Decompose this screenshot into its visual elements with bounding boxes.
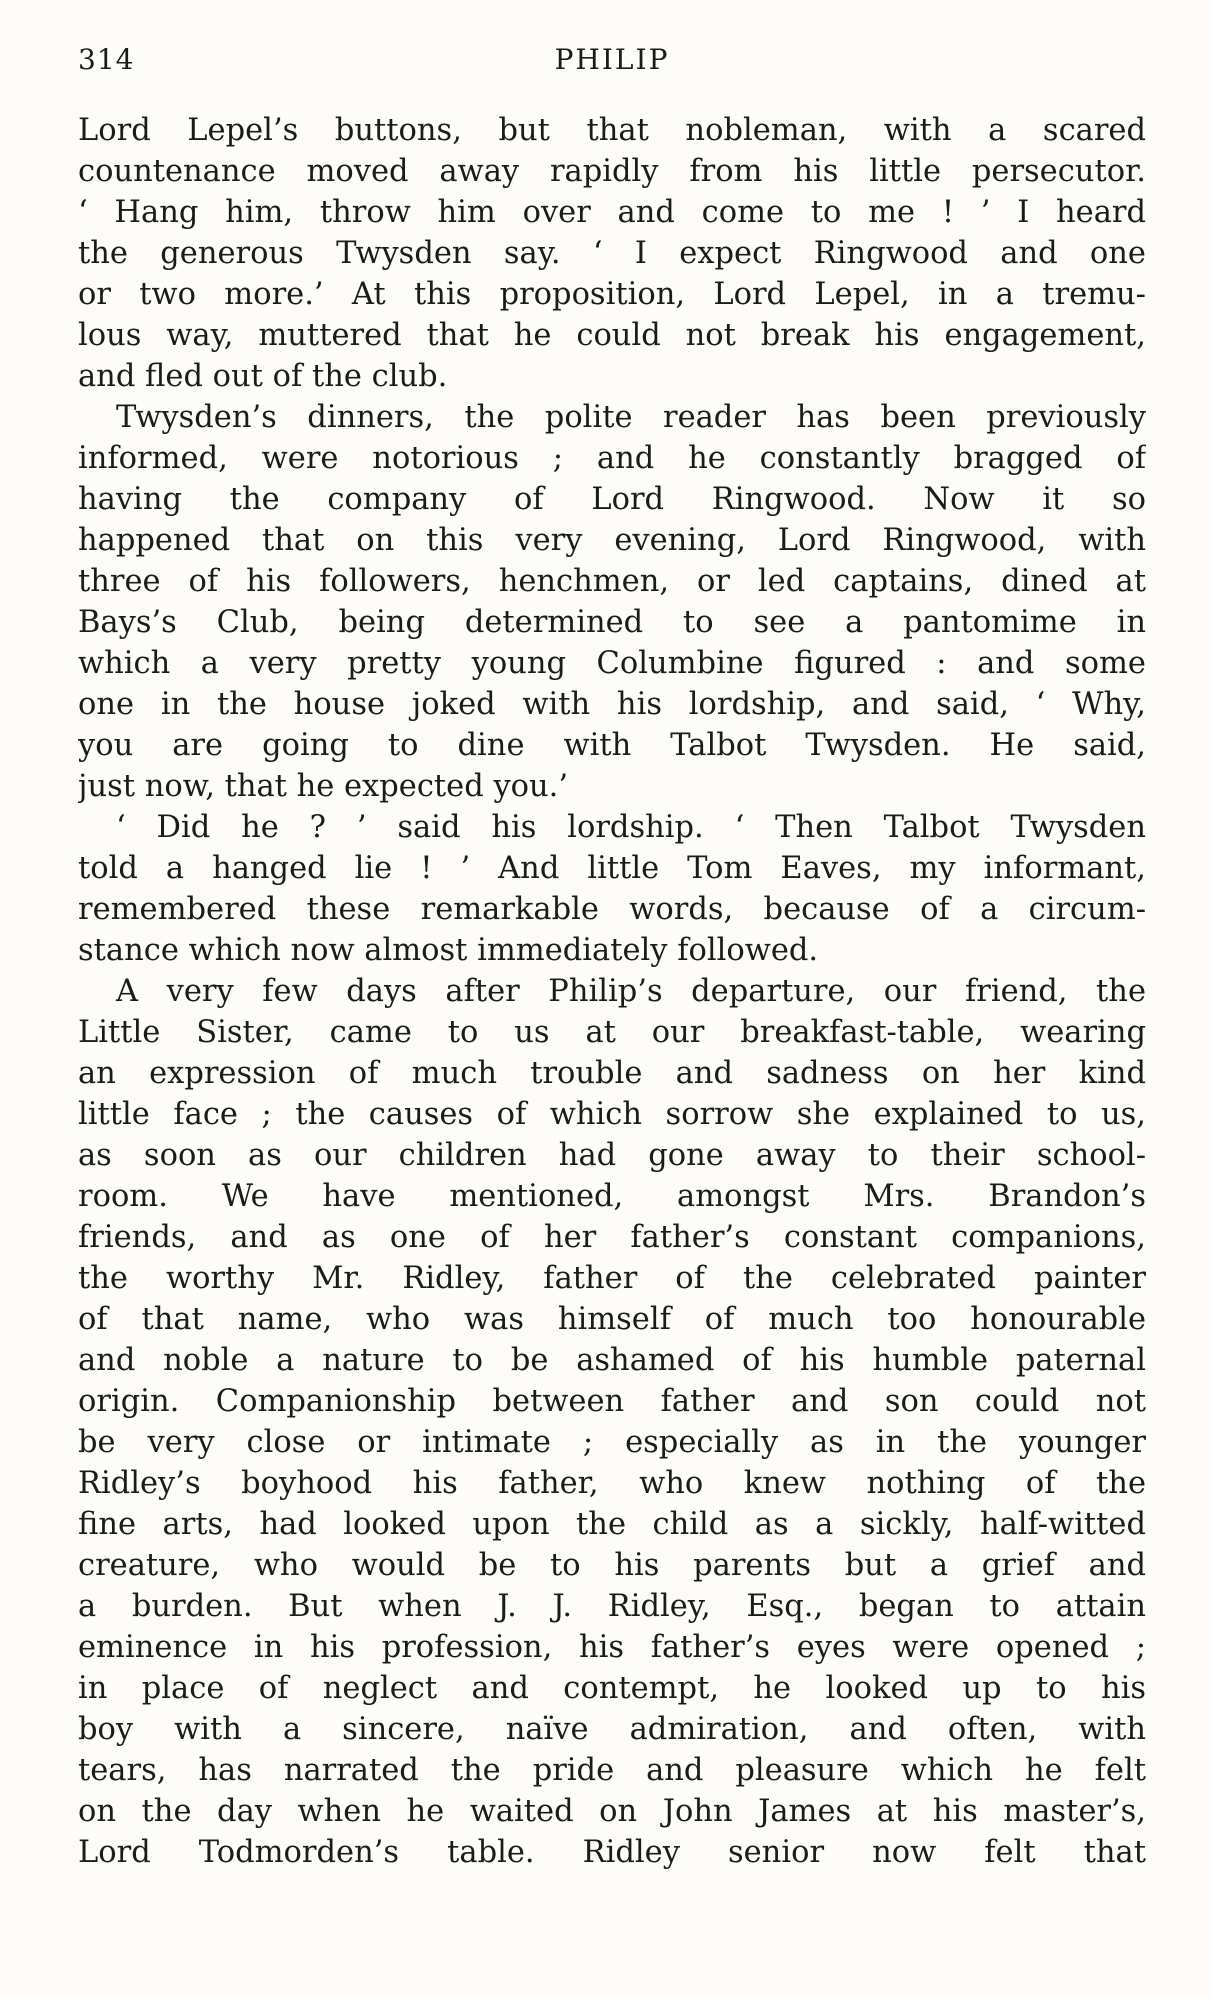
text-line: the worthy Mr. Ridley, father of the celebrated painter bbox=[78, 1261, 1146, 1296]
text-line: fine arts, had looked upon the child as a sickly, half-witted bbox=[78, 1507, 1146, 1542]
text-line: you are going to dine with Talbot Twysden. He said, bbox=[78, 728, 1146, 763]
text-line: told a hanged lie ! ’ And little Tom Eaves, my informant, bbox=[78, 851, 1146, 886]
text-line: eminence in his profession, his father’s eyes were opened ; bbox=[78, 1630, 1146, 1665]
body-text bbox=[78, 110, 1146, 1873]
text-line: remembered these remarkable words, because of a circum- bbox=[78, 892, 1146, 927]
text-line: one in the house joked with his lordship, and said, ‘ Why, bbox=[78, 687, 1146, 722]
text-line: Ridley’s boyhood his father, who knew nothing of the bbox=[78, 1466, 1146, 1501]
text-line: in place of neglect and contempt, he looked up to his bbox=[78, 1671, 1146, 1706]
text-line: countenance moved away rapidly from his little persecutor. bbox=[78, 154, 1146, 189]
text-line: Lord Todmorden’s table. Ridley senior now felt that bbox=[78, 1835, 1146, 1870]
text-line: boy with a sincere, naïve admiration, and often, with bbox=[78, 1712, 1146, 1747]
text-line: Little Sister, came to us at our breakfast-table, wearing bbox=[78, 1015, 1146, 1050]
text-line: Lord Lepel’s buttons, but that nobleman, with a scared bbox=[78, 113, 1146, 148]
text-line: an expression of much trouble and sadness on her kind bbox=[78, 1056, 1146, 1091]
text-line: and fled out of the club. bbox=[78, 359, 448, 394]
text-line: creature, who would be to his parents but a grief and bbox=[78, 1548, 1146, 1583]
text-line: on the day when he waited on John James at his master’s, bbox=[78, 1794, 1146, 1829]
text-line: A very few days after Philip’s departure, our friend, the bbox=[116, 974, 1146, 1009]
text-line: Twysden’s dinners, the polite reader has been previously bbox=[116, 400, 1146, 435]
text-line: tears, has narrated the pride and pleasure which he felt bbox=[78, 1753, 1146, 1788]
text-line: happened that on this very evening, Lord Ringwood, with bbox=[78, 523, 1146, 558]
text-line: three of his followers, henchmen, or led captains, dined at bbox=[78, 564, 1146, 599]
text-line: Bays’s Club, being determined to see a pantomime in bbox=[78, 605, 1146, 640]
text-line: ‘ Hang him, throw him over and come to me ! ’ I heard bbox=[78, 195, 1146, 230]
text-line: as soon as our children had gone away to their school- bbox=[78, 1138, 1146, 1173]
page-number: 314 bbox=[78, 43, 135, 76]
text-line: little face ; the causes of which sorrow she explained to us, bbox=[78, 1097, 1146, 1132]
text-line: a burden. But when J. J. Ridley, Esq., began to attain bbox=[78, 1589, 1146, 1624]
text-line: the generous Twysden say. ‘ I expect Ringwood and one bbox=[78, 236, 1146, 271]
text-line: origin. Companionship between father and son could not bbox=[78, 1384, 1146, 1419]
text-line: or two more.’ At this proposition, Lord Lepel, in a tremu- bbox=[78, 277, 1146, 312]
running-head bbox=[78, 38, 1146, 82]
text-line: just now, that he expected you.’ bbox=[78, 769, 569, 804]
text-line: and noble a nature to be ashamed of his humble paternal bbox=[78, 1343, 1146, 1378]
text-line: of that name, who was himself of much too honourable bbox=[78, 1302, 1146, 1337]
text-line: room. We have mentioned, amongst Mrs. Brandon’s bbox=[78, 1179, 1146, 1214]
text-line: be very close or intimate ; especially as in the younger bbox=[78, 1425, 1146, 1460]
text-line: ‘ Did he ? ’ said his lordship. ‘ Then Talbot Twysden bbox=[116, 810, 1146, 845]
text-line: informed, were notorious ; and he constantly bragged of bbox=[78, 441, 1146, 476]
text-line: friends, and as one of her father’s constant companions, bbox=[78, 1220, 1146, 1255]
text-line: lous way, muttered that he could not break his engagement, bbox=[78, 318, 1146, 353]
text-line: stance which now almost immediately followed. bbox=[78, 933, 819, 968]
text-line: having the company of Lord Ringwood. Now it so bbox=[78, 482, 1146, 517]
text-line: which a very pretty young Columbine figured : and some bbox=[78, 646, 1146, 681]
book-title: PHILIP bbox=[554, 43, 670, 76]
